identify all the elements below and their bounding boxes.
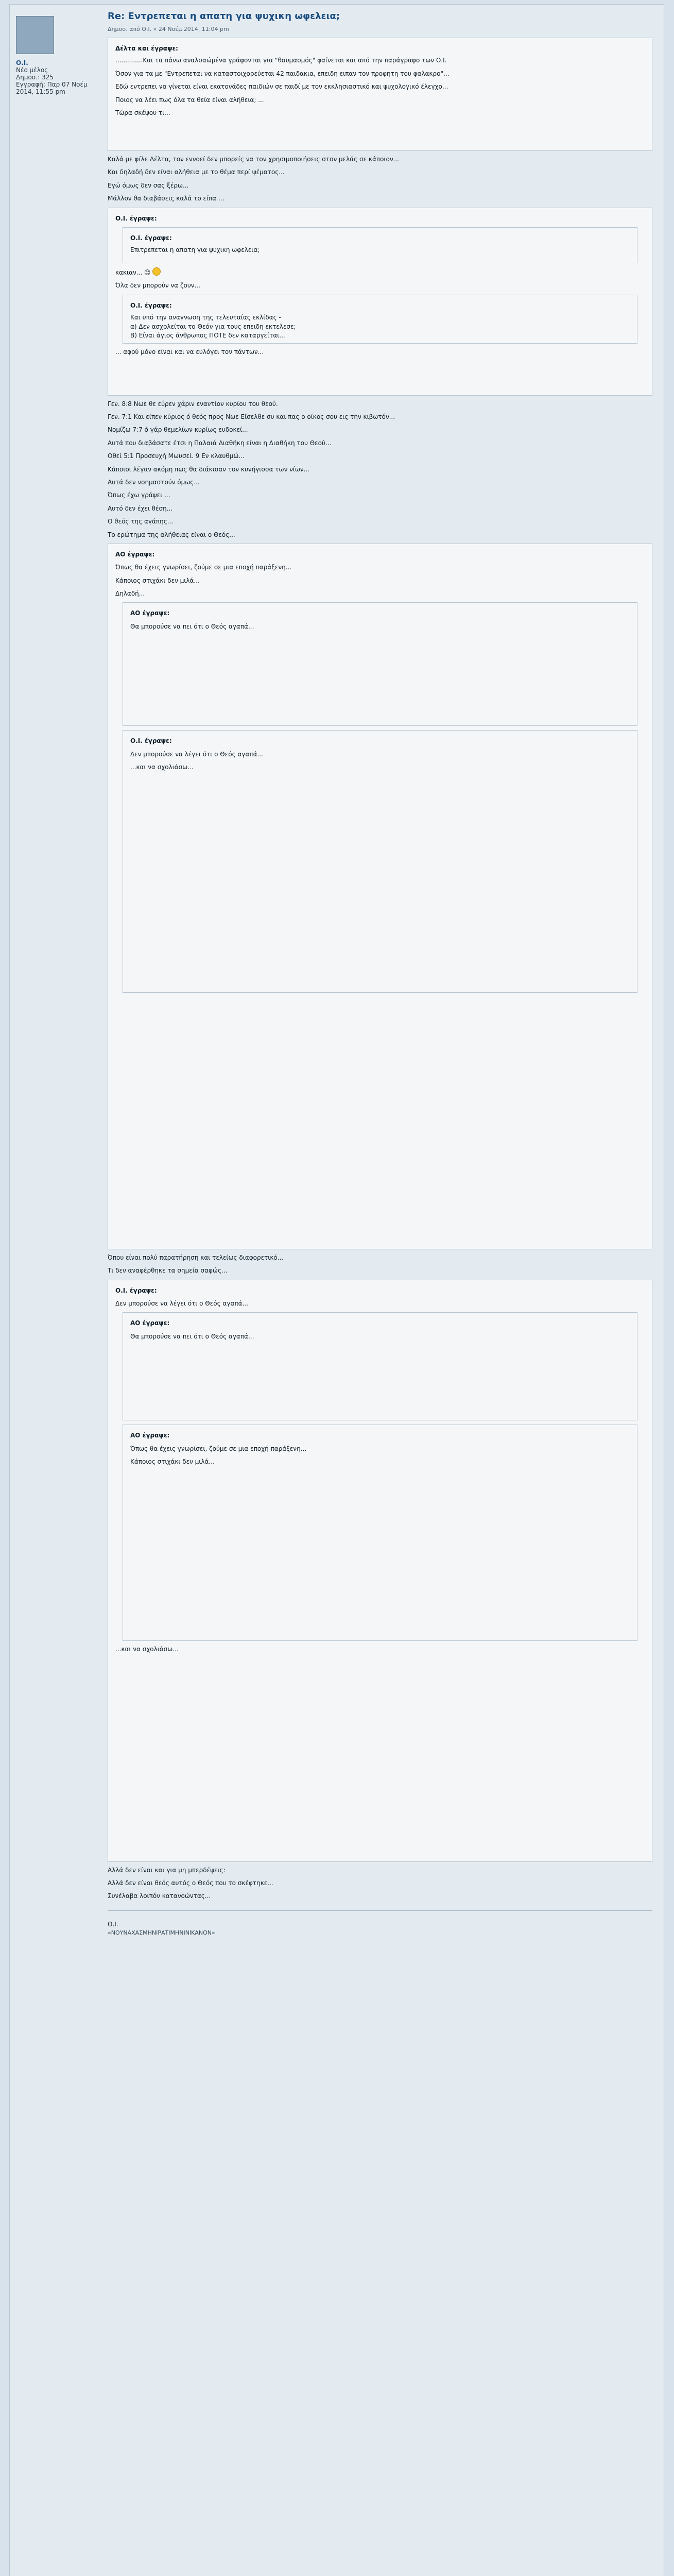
paragraph: Και δηλαδή δεν είναι αλήθεια με το θέμα περί ψέματος... — [108, 168, 285, 176]
quote-text: Όπως θα έχεις γνωρίσει, ζούμε σε μια εποχή παράξενη... — [130, 1445, 307, 1452]
paragraph: Αλλά δεν είναι και για μη μπερδέψεις: — [108, 1866, 226, 1874]
paragraph: Συνέλαβα λοιπόν κατανοώντας... — [108, 1892, 211, 1900]
quote-author: ΑΟ έγραψε: — [130, 1319, 170, 1327]
quote-author: Ο.Ι. έγραψε: — [115, 1286, 157, 1294]
quote-text: Όσον για τα με "Εντρεπεται να καταστοιχορεύεται 42 παιδακια, επειδη ειπαν τον προφητη του φαλακρο"... — [115, 70, 450, 77]
quote-author: ΑΟ έγραψε: — [115, 550, 155, 558]
paragraph: Μάλλον θα διαβάσεις καλά το είπα ... — [108, 195, 224, 202]
signature: Ο.Ι. — [108, 1920, 118, 1928]
user-rank: Νέο μέλος — [16, 66, 48, 74]
nested-quote — [123, 295, 637, 344]
quote-block — [108, 38, 652, 151]
quote-text: α) Δεν ασχολείται το Θεόν για τους επειδη εκτελεσε; — [130, 323, 296, 330]
quote-text: Κάποιος στιχάκι δεν μιλά... — [130, 1458, 215, 1466]
quote-block — [108, 544, 652, 1249]
quote-text: ...και να σχολιάσω... — [115, 1646, 179, 1653]
paragraph: Γεν. 7:1 Και είπεν κύριος ό θεός προς Νωε Εἴσελθε συ και πας ο οίκος σου εις την κιβωτόν... — [108, 413, 395, 420]
forum-post — [9, 4, 664, 2576]
quote-text: Επιτρεπεται η απατη για ψυχικη ωφελεια; — [130, 246, 260, 254]
quote-text: Τώρα σκέψου τι... — [115, 109, 170, 116]
quote-text: Κάποιος στιχάκι δεν μιλά... — [115, 577, 200, 584]
paragraph: Ο θεός της αγάπης... — [108, 518, 174, 526]
paragraph: Γεν. 8:8 Νωε θε εύρεν χάριν εναντίον κυρίου του θεού. — [108, 400, 278, 408]
paragraph: Όπου είναι πολύ παρατήρηση και τελείως διαφορετικό... — [108, 1253, 284, 1261]
quote-text: Δηλαδή... — [115, 590, 145, 598]
quote-text: Και υπό την αναγνωση της τελευταίας εκλίδας - — [130, 314, 281, 321]
quote-text: Θα μπορούσε να πει ότι ο Θεός αγαπά... — [130, 622, 254, 630]
nested-quote — [123, 730, 637, 993]
paragraph: Τι δεν αναφέρθηκε τα σημεία σαφώς... — [108, 1267, 228, 1275]
quote-author: Δέλτα και έγραψε: — [115, 45, 178, 53]
quote-text: Εδώ εντρεπει να γίνεται είναι εκατονάδες παιδιών σε παιδί με τον εκκλησιαστικό και ψυχολογικό έλεγχο... — [115, 83, 448, 91]
paragraph: Καλά με φίλε Δέλτα, τον εννοεί δεν μπορείς να τον χρησιμοποιήσεις στον μελάς σε κάποιον... — [108, 156, 399, 163]
quote-text: Δεν μπορούσε να λέγει ότι ο Θεός αγαπά... — [115, 1300, 248, 1308]
signature-motto: «ΝΟΥΝΑΧΑΣΜΗΝΙΡΑΤΙΜΗΝΙΝΙΚΑΝΟΝ» — [108, 1929, 215, 1937]
quote-author: Ο.Ι. έγραψε: — [130, 234, 172, 242]
quote-author: ΑΟ έγραψε: — [130, 609, 170, 617]
paragraph: Αλλά δεν είναι θεός αυτός ο Θεός που το σκέφτηκε... — [108, 1879, 273, 1887]
avatar — [16, 16, 54, 54]
post-title[interactable]: Re: Εντρεπεται η απατη για ψυχικη ωφελεια; — [108, 11, 340, 22]
nested-quote — [123, 602, 637, 726]
paragraph: Κάποιοι λέγαν ακόμη πως θα διάκισαν τον κυνήγισσα των νίων... — [108, 465, 310, 473]
paragraph: Εγώ όμως δεν σας ξέρω... — [108, 181, 189, 189]
paragraph: Αυτά που διαβάσατε έτσι η Παλαιά Διαθήκη είναι η Διαθήκη του Θεού... — [108, 439, 332, 447]
paragraph: Όπως έχω γράψει ... — [108, 492, 170, 499]
quote-text: ...και να σχολιάσω... — [130, 764, 194, 771]
quote-text: Όπως θα έχεις γνωρίσει, ζούμε σε μια εποχή παράξενη... — [115, 564, 292, 571]
nested-quote — [123, 227, 637, 263]
nested-quote — [123, 1312, 637, 1420]
quote-text: ... αφού μόνο είναι και να ευλόγει τον πάντων... — [115, 348, 264, 355]
paragraph: Αυτά δεν νοημαστούν όμως... — [108, 478, 200, 486]
quote-text: Όλα δεν μπορούν να ζουν... — [115, 282, 200, 290]
user-profile-sidebar — [16, 11, 93, 95]
paragraph: Οθεί 5:1 Προσευχή Μωυσεί. 9 Εν κλαυθμώ... — [108, 452, 245, 460]
smile-icon — [152, 267, 161, 276]
paragraph: Αυτό δεν έχει θέση... — [108, 504, 173, 512]
quote-text — [115, 267, 645, 277]
signature-divider — [108, 1910, 652, 1911]
quote-block — [108, 1280, 652, 1862]
nested-quote — [123, 1425, 637, 1641]
quote-author: Ο.Ι. έγραψε: — [130, 301, 172, 309]
post-meta: Δημοσ. από Ο.Ι. » 24 Νοέμ 2014, 11:04 pm — [108, 26, 229, 33]
quote-author: ΑΟ έγραψε: — [130, 1432, 170, 1439]
quote-text: ..............Και τα πάνω αναλσαώμένα γράφονται για "θαυμασμός" φαίνεται και από την παράγραφο των Ο.Ι. — [115, 57, 447, 64]
quote-author: Ο.Ι. έγραψε: — [115, 214, 157, 222]
quote-text: Δεν μπορούσε να λέγει ότι ο Θεός αγαπά... — [130, 750, 263, 758]
quote-text: κακιαν... 😊 — [115, 268, 151, 276]
quote-block — [108, 208, 652, 396]
quote-text: Θα μπορούσε να πει ότι ο Θεός αγαπά... — [130, 1332, 254, 1340]
quote-author: Ο.Ι. έγραψε: — [130, 737, 172, 745]
user-posts: Δημοσ.: 325 — [16, 74, 54, 81]
paragraph: Το ερώτημα της αλήθειας είναι ο Θεός... — [108, 531, 235, 538]
paragraph: Νομίζω 7:7 ό γάρ θεμελίων κυρίως ευδοκεί... — [108, 426, 248, 434]
post-content — [108, 10, 652, 1937]
quote-text: Β) Είναι άγιος άνθρωπος ΠΟΤΕ δεν καταργείται... — [130, 331, 285, 339]
quote-text: Ποιος να λέει πως όλα τα θεία είναι αλήθεια; ... — [115, 96, 264, 104]
username[interactable]: Ο.Ι. — [16, 59, 28, 66]
user-joined: Εγγραφή: Παρ 07 Νοέμ 2014, 11:55 pm — [16, 81, 88, 95]
